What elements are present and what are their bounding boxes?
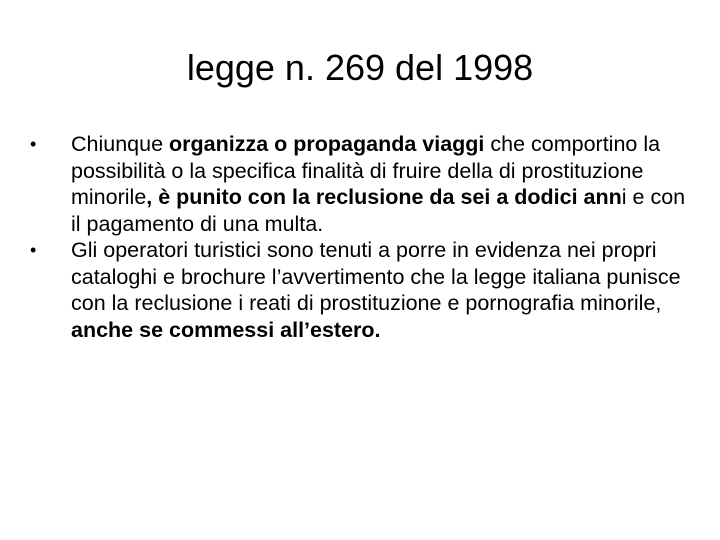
bullet-text bbox=[71, 131, 700, 237]
text-segment: i e con il pagamento di una multa. bbox=[71, 185, 686, 236]
text-segment: Chiunque bbox=[71, 132, 170, 156]
bullet-item bbox=[30, 237, 700, 343]
slide-title: legge n. 269 del 1998 bbox=[186, 47, 534, 88]
bullet-list bbox=[30, 131, 700, 343]
bullet-dot-icon: • bbox=[30, 134, 37, 154]
bullet-item bbox=[30, 131, 700, 237]
bold-text-segment: , è punito con la reclusione da sei a dodici ann bbox=[146, 185, 622, 209]
text-segment: che comportino la possibilità o la specifica finalità di fruire della di prostituzione minorile bbox=[71, 132, 661, 209]
bullet-text bbox=[71, 237, 700, 343]
text-segment: Gli operatori turistici sono tenuti a porre in evidenza nei propri cataloghi e brochure l’avvertimento che la legge italiana punisce con la reclusione i reati di prostituzione e pornografia minorile, bbox=[71, 238, 681, 315]
bullet-dot-icon: • bbox=[30, 240, 37, 260]
bold-text-segment: anche se commessi all’estero. bbox=[71, 317, 381, 342]
bold-text-segment: organizza o propaganda viaggi bbox=[169, 132, 485, 156]
